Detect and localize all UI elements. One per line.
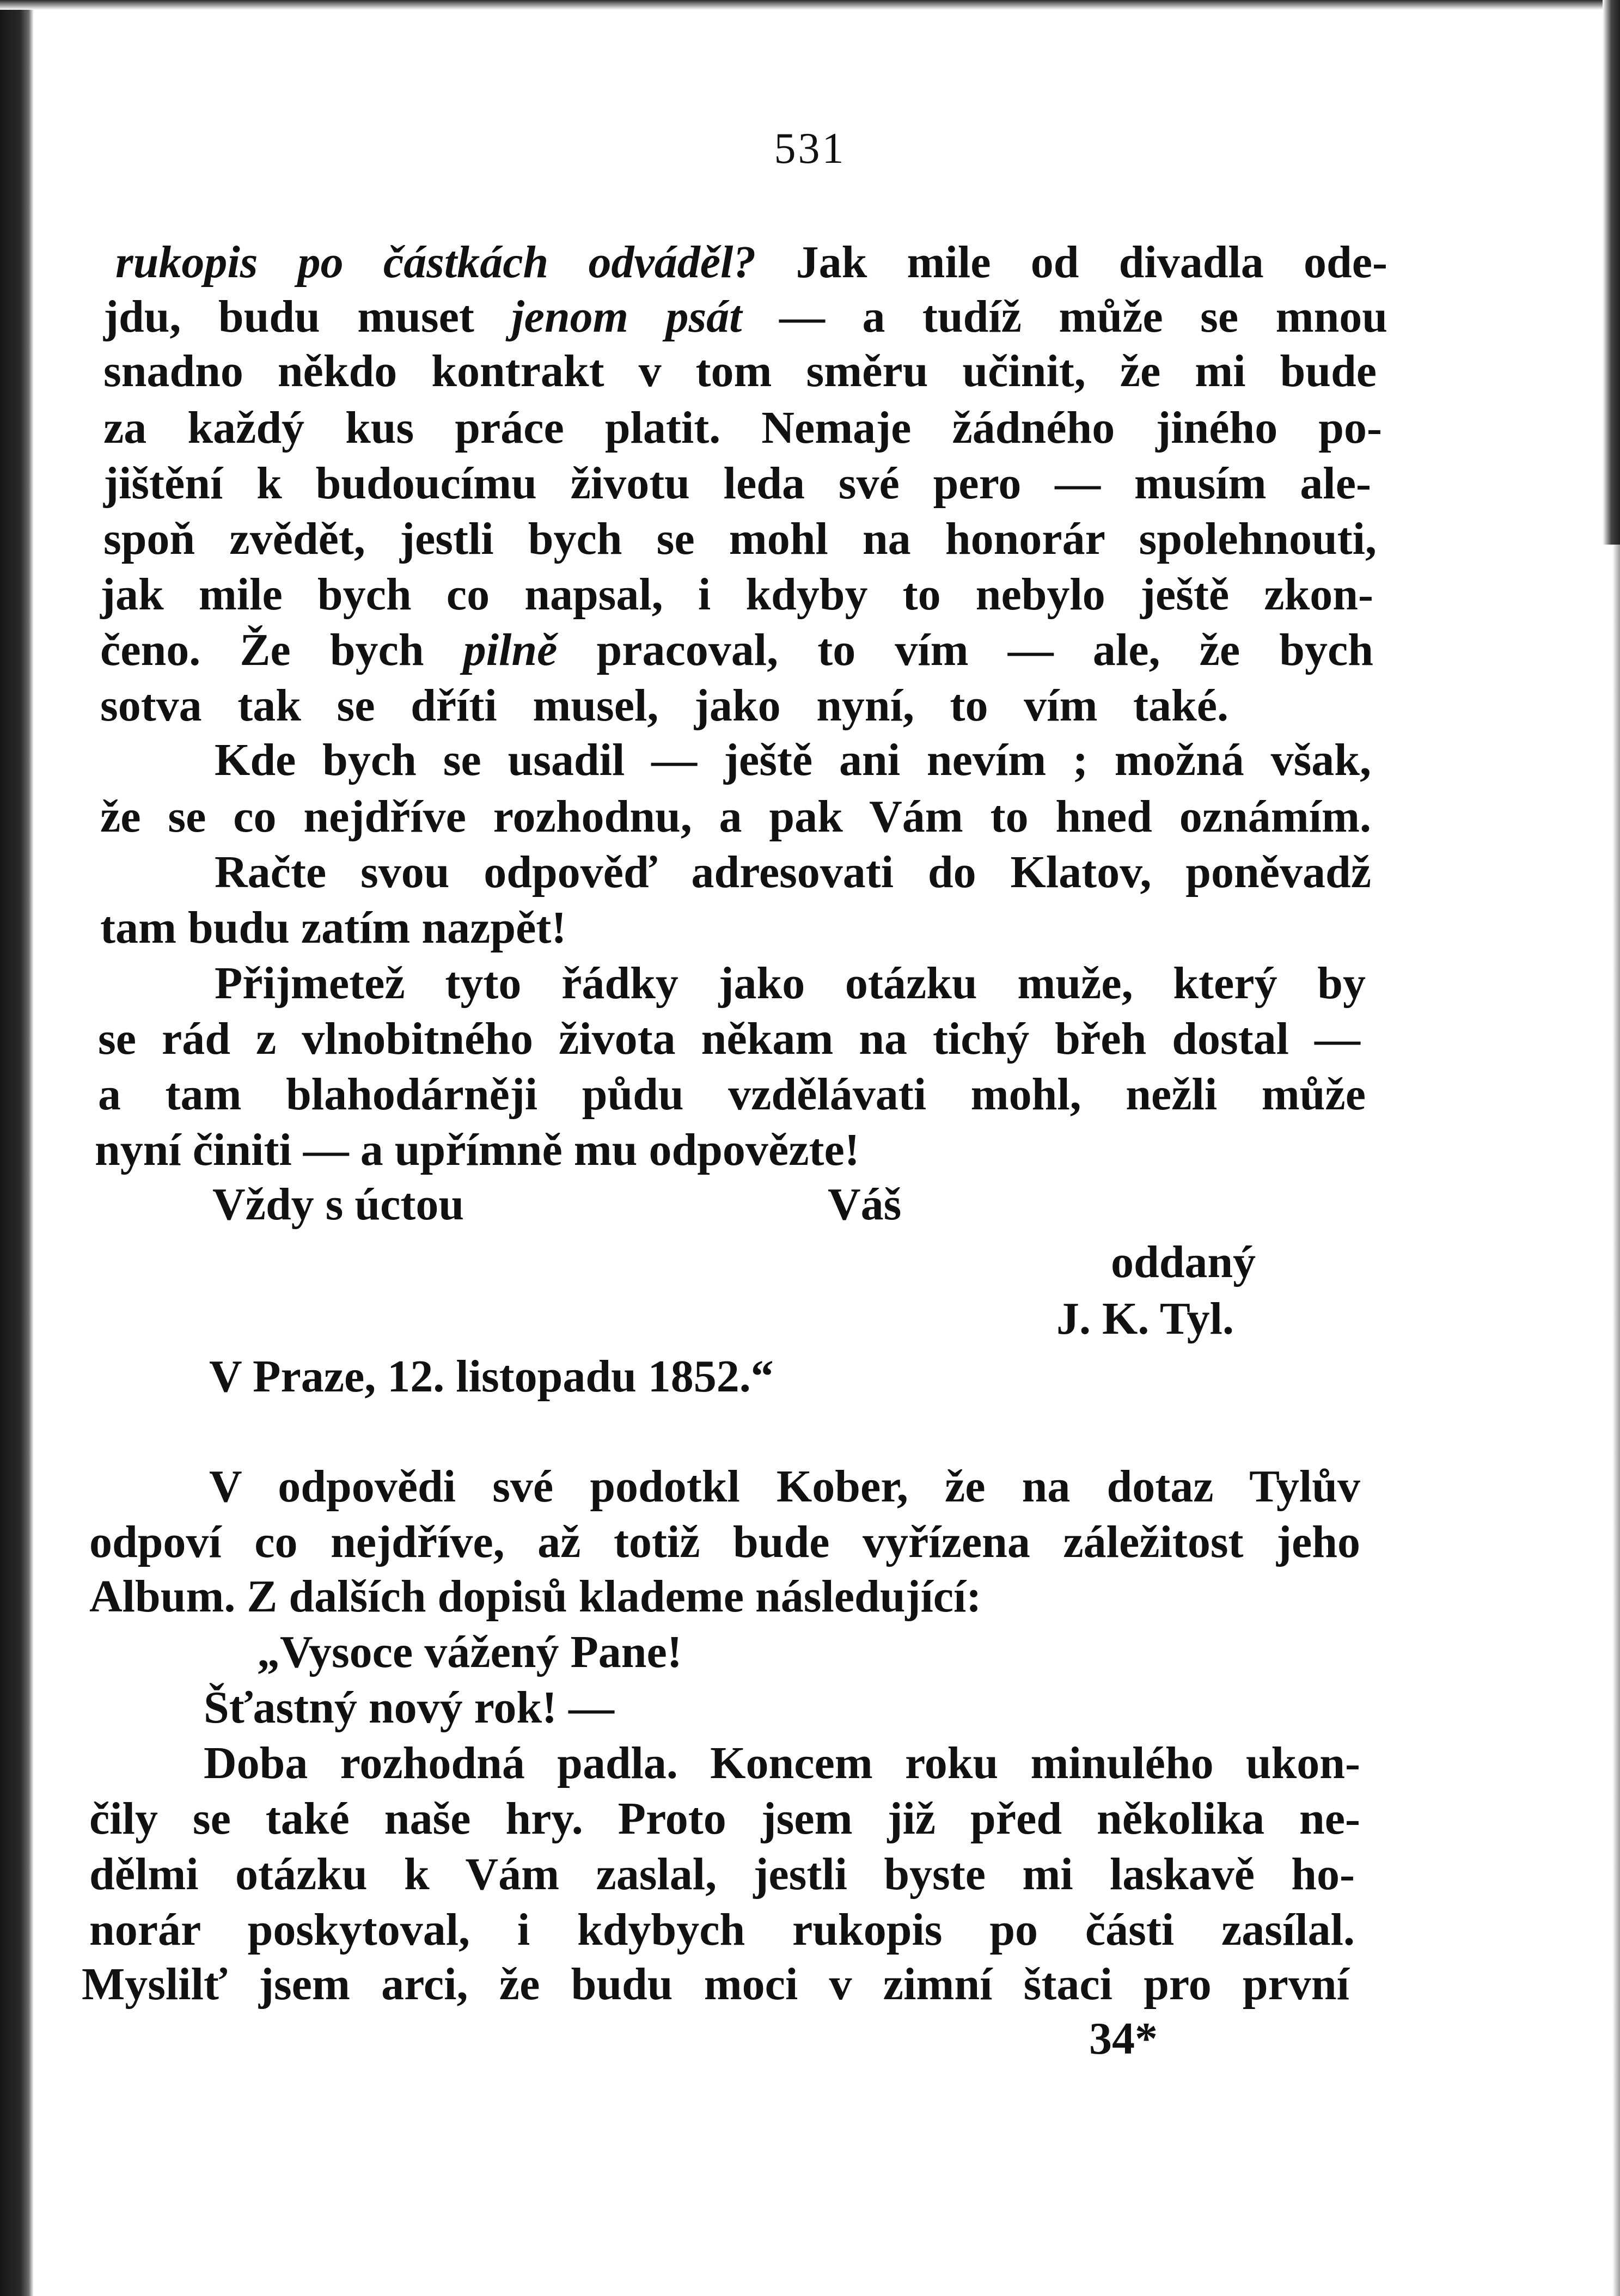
text-segment: čeno. Že bych xyxy=(100,625,463,675)
text-segment: — a tudíž může se mnou xyxy=(742,291,1387,342)
text-line-29: čily se také naše hry. Proto jsem již před několika ne- xyxy=(89,1793,1360,1844)
text-line-28: Doba rozhodná padla. Koncem roku minulého ukon- xyxy=(204,1738,1360,1788)
text-line-25: Album. Z dalších dopisů klademe následující: xyxy=(89,1571,982,1622)
page-number: 531 xyxy=(774,125,846,173)
text-line-10: Kde bych se usadil — ještě ani nevím ; možná však, xyxy=(215,735,1371,785)
new-year-line: Šťastný nový rok! — xyxy=(204,1682,615,1733)
scan-edge-right xyxy=(1603,0,1620,545)
text-line-31: norár poskytoval, i kdybych rukopis po části zasílal. xyxy=(89,1904,1355,1955)
text-line-4: za každý kus práce platit. Nemaje žádného jiného po- xyxy=(103,402,1382,453)
text-line-15: se rád z vlnobitného života někam na tichý břeh dostal — xyxy=(98,1013,1360,1064)
closing-oddany: oddaný xyxy=(1111,1237,1256,1287)
text-line-17: nyní činiti — a upřímně mu odpovězte! xyxy=(95,1125,860,1175)
scan-edge-left xyxy=(0,0,34,2296)
text-line-2 xyxy=(103,290,1387,344)
scan-edge-top xyxy=(0,0,1620,10)
italic-phrase: pilně xyxy=(463,625,558,675)
text-line-1 xyxy=(115,235,1387,290)
text-line-13: tam budu zatím nazpět! xyxy=(100,902,567,953)
greeting: „Vysoce vážený Pane! xyxy=(257,1627,682,1677)
scan-edge-right-lower xyxy=(1612,545,1620,2296)
text-line-11: že se co nejdříve rozhodnu, a pak Vám to hned oznámím. xyxy=(100,791,1371,842)
dateline: V Praze, 12. listopadu 1852.“ xyxy=(209,1351,774,1402)
text-line-9: sotva tak se dříti musel, jako nyní, to vím také. xyxy=(100,680,1228,731)
text-line-7: jak mile bych co napsal, i kdyby to nebylo ještě zkon- xyxy=(100,569,1373,620)
signature-name: J. K. Tyl. xyxy=(1056,1293,1234,1344)
text-line-8 xyxy=(100,623,1373,677)
text-segment: Jak mile od divadla ode- xyxy=(756,237,1387,288)
text-line-12: Račte svou odpověď adresovati do Klatov, poněvadž xyxy=(215,847,1371,897)
text-line-5: jištění k budoucímu životu leda své pero — musím ale- xyxy=(103,458,1371,509)
text-segment: pracoval, to vím — ale, že bych xyxy=(557,625,1373,675)
closing-vzdy: Vždy s úctou xyxy=(212,1179,464,1230)
text-line-32: Myslilť jsem arci, že budu moci v zimní štaci pro první xyxy=(82,1959,1349,2010)
text-line-6: spoň zvědět, jestli bych se mohl na honorár spolehnouti, xyxy=(103,514,1377,564)
italic-phrase: jenom psát xyxy=(511,291,742,342)
text-segment: jdu, budu muset xyxy=(103,291,512,342)
text-line-14: Přijmetež tyto řádky jako otázku muže, který by xyxy=(215,958,1366,1009)
signature-mark: 34* xyxy=(1089,2013,1158,2064)
text-line-24: odpoví co nejdříve, až totiž bude vyřízena záležitost jeho xyxy=(89,1517,1360,1567)
text-line-3: snadno někdo kontrakt v tom směru učinit, že mi bude xyxy=(103,346,1377,396)
text-line-30: dělmi otázku k Vám zaslal, jestli byste mi laskavě ho- xyxy=(89,1849,1355,1900)
text-line-16: a tam blahodárněji půdu vzdělávati mohl, nežli může xyxy=(98,1069,1366,1120)
closing-vas: Váš xyxy=(828,1179,902,1230)
text-line-23: V odpovědi své podotkl Kober, že na dotaz Tylův xyxy=(209,1461,1360,1512)
italic-phrase: rukopis po částkách odváděl? xyxy=(115,237,756,288)
